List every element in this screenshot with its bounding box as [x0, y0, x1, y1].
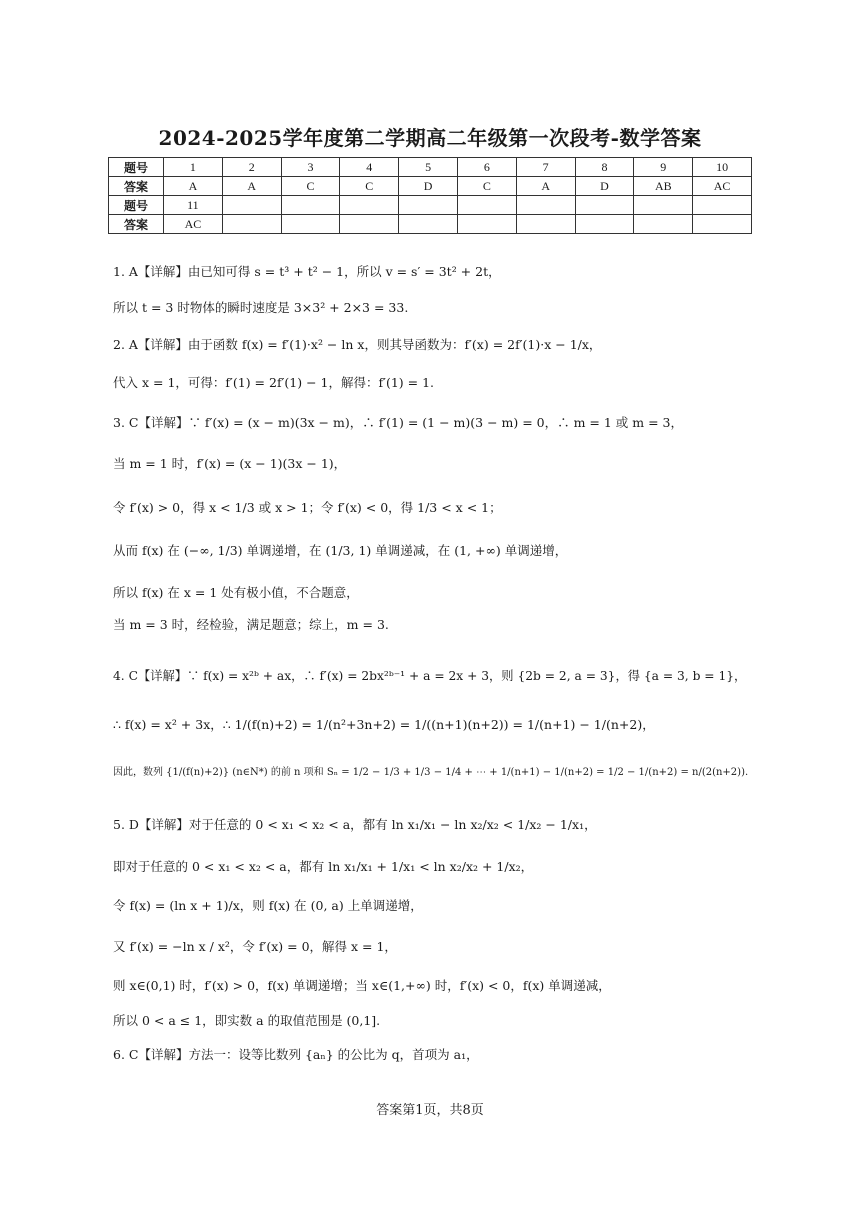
table-cell: 9: [634, 158, 693, 177]
table-cell: D: [399, 177, 458, 196]
solution-line: 所以 t = 3 时物体的瞬时速度是 3×3² + 2×3 = 33.: [113, 300, 409, 315]
table-cell: [340, 196, 399, 215]
solution-line: 5. D【详解】对于任意的 0 < x₁ < x₂ < a，都有 ln x₁/x₁ − ln x₂/x₂ < 1/x₂ − 1/x₁，: [113, 817, 597, 832]
table-cell: 6: [457, 158, 516, 177]
table-cell: [457, 215, 516, 234]
solution-line: 则 x∈(0,1) 时，f′(x) > 0，f(x) 单调递增；当 x∈(1,+∞) 时，f′(x) < 0，f(x) 单调递减，: [113, 978, 611, 993]
table-cell: [634, 215, 693, 234]
table-cell: [516, 196, 575, 215]
table-cell: 8: [575, 158, 634, 177]
table-cell: [693, 196, 752, 215]
answer-table: [108, 157, 752, 234]
solution-line: 2. A【详解】由于函数 f(x) = f′(1)·x² − ln x，则其导函数为：f′(x) = 2f′(1)·x − 1/x，: [113, 337, 602, 352]
table-cell: [281, 196, 340, 215]
table-cell: 10: [693, 158, 752, 177]
table-cell: 1: [164, 158, 223, 177]
table-cell: [575, 196, 634, 215]
table-row: [109, 177, 752, 196]
solution-line: 令 f(x) = (ln x + 1)/x，则 f(x) 在 (0, a) 上单调递增，: [113, 898, 423, 913]
solution-line: 所以 0 < a ≤ 1，即实数 a 的取值范围是 (0,1].: [113, 1013, 381, 1028]
table-cell: C: [281, 177, 340, 196]
table-cell: AC: [693, 177, 752, 196]
solution-line: 3. C【详解】∵ f′(x) = (x − m)(3x − m)，∴ f′(1) = (1 − m)(3 − m) = 0，∴ m = 1 或 m = 3，: [113, 415, 684, 430]
table-cell: C: [457, 177, 516, 196]
table-cell: [399, 196, 458, 215]
table-header-cell: 答案: [109, 177, 164, 196]
solution-line: 当 m = 3 时，经检验，满足题意；综上，m = 3.: [113, 617, 389, 632]
solution-line: 当 m = 1 时，f′(x) = (x − 1)(3x − 1)，: [113, 456, 347, 471]
table-cell: A: [222, 177, 281, 196]
table-cell: [516, 215, 575, 234]
table-cell: [222, 215, 281, 234]
table-cell: [222, 196, 281, 215]
table-cell: 4: [340, 158, 399, 177]
table-header-cell: 题号: [109, 196, 164, 215]
table-header-cell: 题号: [109, 158, 164, 177]
table-cell: 11: [164, 196, 223, 215]
table-row: [109, 215, 752, 234]
page-title: 2024-2025学年度第二学期高二年级第一次段考-数学答案: [158, 126, 702, 150]
table-header-cell: 答案: [109, 215, 164, 234]
table-cell: [340, 215, 399, 234]
table-cell: [693, 215, 752, 234]
table-row: [109, 158, 752, 177]
table-cell: [399, 215, 458, 234]
table-cell: AB: [634, 177, 693, 196]
table-cell: D: [575, 177, 634, 196]
page-footer: 答案第1页，共8页: [376, 1103, 484, 1118]
table-cell: C: [340, 177, 399, 196]
table-cell: 7: [516, 158, 575, 177]
table-row: [109, 196, 752, 215]
solution-line: ∴ f(x) = x² + 3x，∴ 1/(f(n)+2) = 1/(n²+3n+2) = 1/((n+1)(n+2)) = 1/(n+1) − 1/(n+2)，: [113, 717, 655, 732]
table-cell: [457, 196, 516, 215]
solution-line: 1. A【详解】由已知可得 s = t³ + t² − 1，所以 v = s′ = 3t² + 2t，: [113, 264, 501, 279]
solution-line: 令 f′(x) > 0，得 x < 1/3 或 x > 1；令 f′(x) < 0，得 1/3 < x < 1；: [113, 500, 502, 515]
table-cell: A: [516, 177, 575, 196]
table-cell: [281, 215, 340, 234]
solution-line: 代入 x = 1，可得：f′(1) = 2f′(1) − 1，解得：f′(1) = 1.: [113, 375, 435, 390]
solution-line: 所以 f(x) 在 x = 1 处有极小值，不合题意，: [113, 585, 359, 600]
table-cell: 5: [399, 158, 458, 177]
table-cell: A: [164, 177, 223, 196]
solution-line: 6. C【详解】方法一：设等比数列 {aₙ} 的公比为 q，首项为 a₁，: [113, 1047, 479, 1062]
solution-line: 4. C【详解】∵ f(x) = x²ᵇ + ax，∴ f′(x) = 2bx²ᵇ⁻¹ + a = 2x + 3，则 {2b = 2, a = 3}，得 {a = 3, b = 1}，: [113, 669, 747, 683]
solution-line: 又 f′(x) = −ln x / x²，令 f′(x) = 0，解得 x = 1，: [113, 939, 397, 954]
table-cell: 3: [281, 158, 340, 177]
table-cell: 2: [222, 158, 281, 177]
table-cell: [634, 196, 693, 215]
table-cell: [575, 215, 634, 234]
solution-line: 因此，数列 {1/(f(n)+2)} (n∈N*) 的前 n 项和 Sₙ = 1/2 − 1/3 + 1/3 − 1/4 + ⋯ + 1/(n+1) − 1/(n+2) = 1/2 − 1/(n+2) = n/(2(n+2)).: [113, 767, 749, 778]
solution-line: 即对于任意的 0 < x₁ < x₂ < a，都有 ln x₁/x₁ + 1/x₁ < ln x₂/x₂ + 1/x₂，: [113, 859, 534, 874]
solution-line: 从而 f(x) 在 (−∞, 1/3) 单调递增，在 (1/3, 1) 单调递减，在 (1, +∞) 单调递增，: [113, 543, 568, 558]
table-cell: AC: [164, 215, 223, 234]
